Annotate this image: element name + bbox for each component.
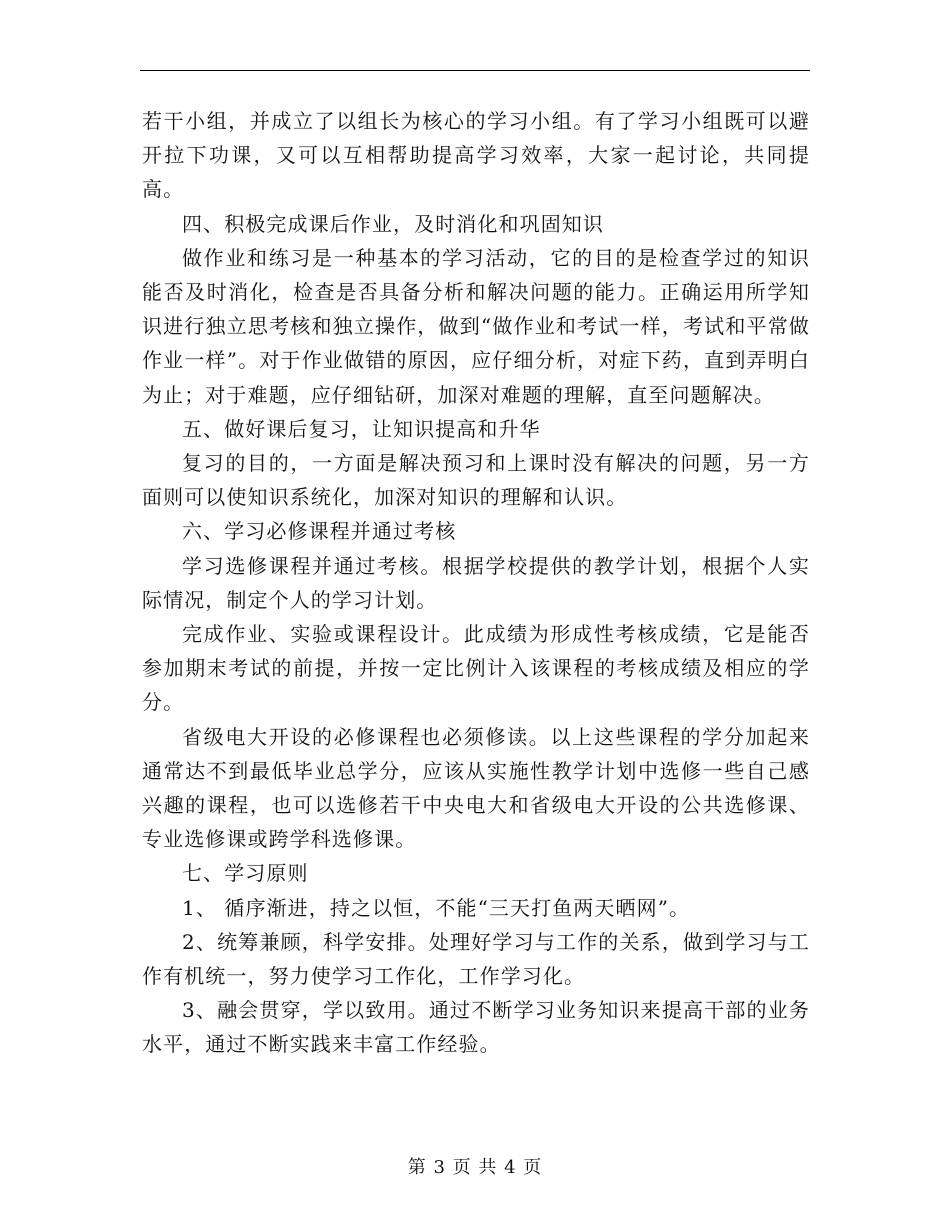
section-heading: 七、学习原则 xyxy=(182,861,309,886)
page-number: 第 3 页 共 4 页 xyxy=(407,1157,543,1178)
section-heading: 四、积极完成课后作业，及时消化和巩固知识 xyxy=(182,211,604,236)
paragraph: 复习的目的，一方面是解决预习和上课时没有解决的问题，另一方面则可以使知识系统化，加深对知识的理解和认识。 xyxy=(142,451,810,510)
paragraph: 省级电大开设的必修课程也必须修读。以上这些课程的学分加起来通常达不到最低毕业总学分，应该从实施性教学计划中选修一些自己感兴趣的课程，也可以选修若干中央电大和省级电大开设的公共选修课、专业选修课或跨学科选修课。 xyxy=(142,724,810,852)
document-body xyxy=(142,104,810,1062)
list-item: 2、统筹兼顾，科学安排。处理好学习与工作的关系，做到学习与工作有机统一，努力使学习工作化，工作学习化。 xyxy=(142,929,810,989)
paragraph: 学习选修课程并通过考核。根据学校提供的教学计划，根据个人实际情况，制定个人的学习计划。 xyxy=(142,553,810,612)
section-heading: 六、学习必修课程并通过考核 xyxy=(182,519,457,544)
header-rule xyxy=(140,70,810,71)
list-item: 1、 循序渐进，持之以恒，不能“三天打鱼两天晒网”。 xyxy=(182,895,691,920)
paragraph: 完成作业、实验或课程设计。此成绩为形成性考核成绩，它是能否参加期末考试的前提，并按一定比例计入该课程的考核成绩及相应的学分。 xyxy=(142,622,810,715)
paragraph: 做作业和练习是一种基本的学习活动，它的目的是检查学过的知识能否及时消化，检查是否具备分析和解决问题的能力。正确运用所学知识进行独立思考核和独立操作，做到“做作业和考试一样，考试和平常做作业一样”。对于作业做错的原因，应仔细分析，对症下药，直到弄明白为止；对于难题，应仔细钻研，加深对难题的理解，直至问题解决。 xyxy=(142,245,810,407)
list-item: 3、融会贯穿，学以致用。通过不断学习业务知识来提高干部的业务水平，通过不断实践来丰富工作经验。 xyxy=(142,998,810,1057)
section-heading: 五、做好课后复习，让知识提高和升华 xyxy=(182,416,541,441)
paragraph: 若干小组，并成立了以组长为核心的学习小组。有了学习小组既可以避开拉下功课，又可以互相帮助提高学习效率，大家一起讨论，共同提高。 xyxy=(142,109,810,202)
